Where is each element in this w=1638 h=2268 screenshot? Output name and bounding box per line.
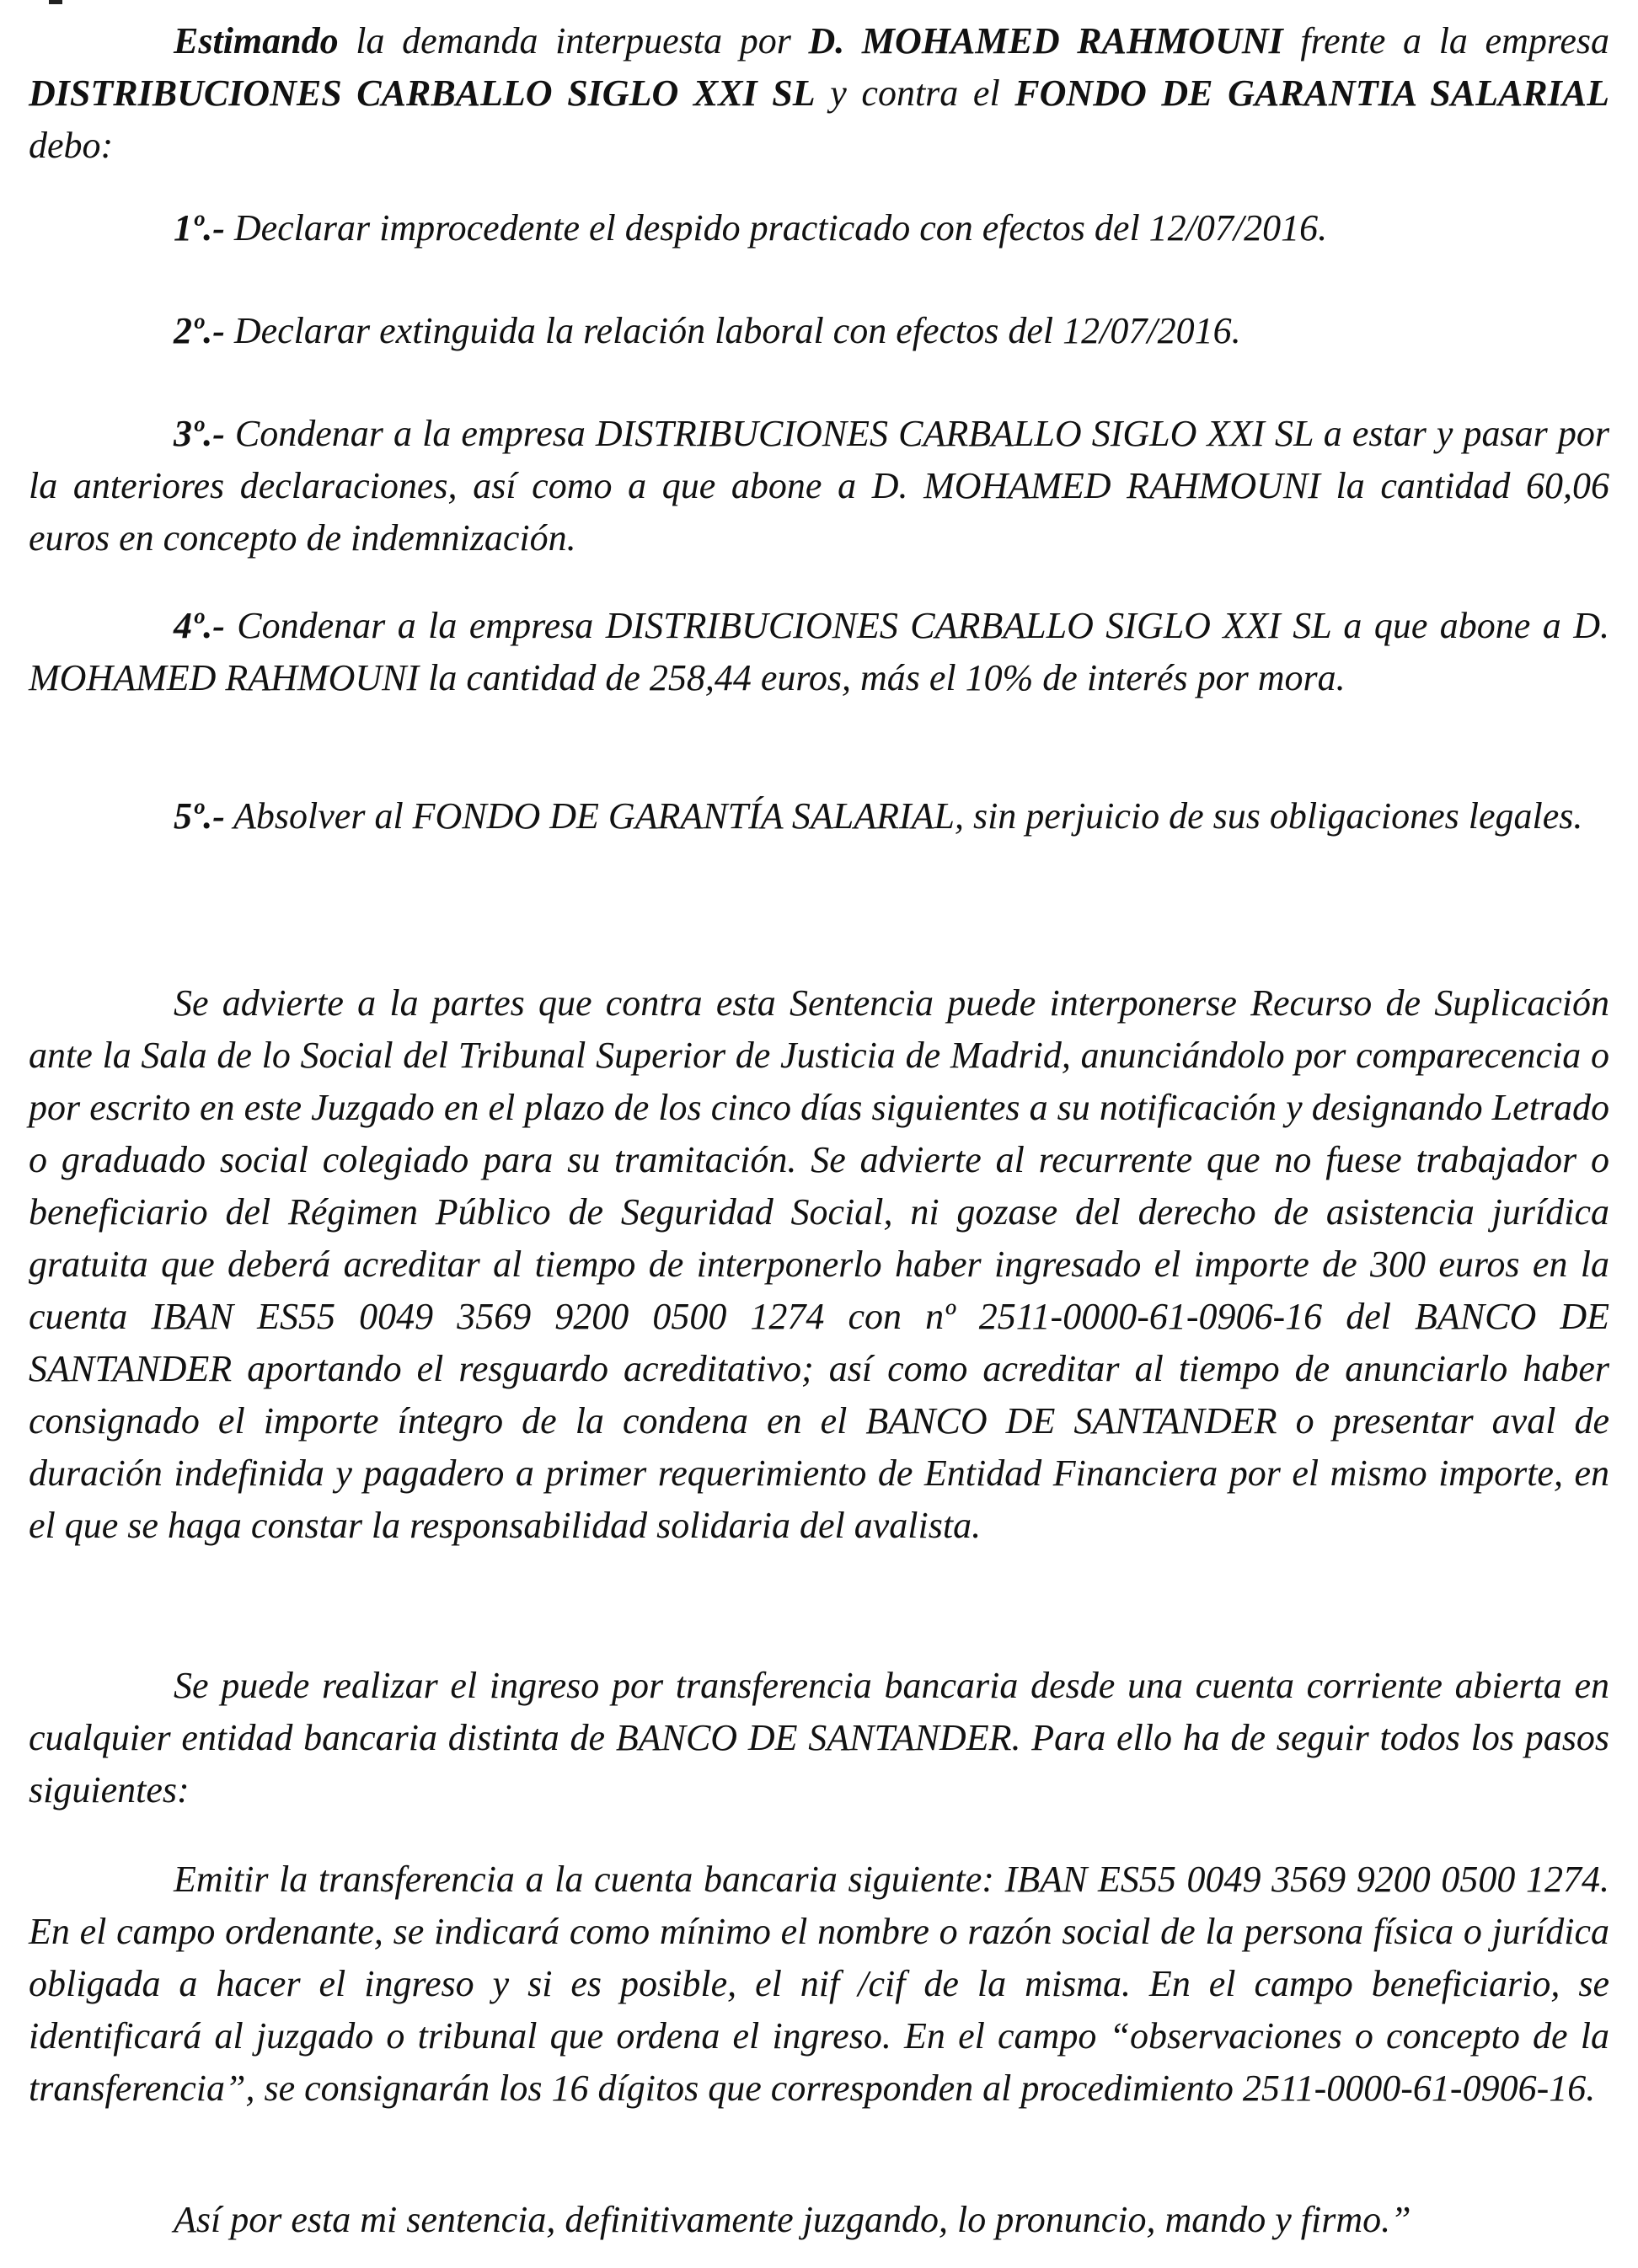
- ruling-item-3: [29, 408, 1609, 564]
- intro-paragraph: [29, 15, 1609, 172]
- scan-mark: [49, 0, 62, 4]
- appeal-notice-paragraph: Se advierte a la partes que contra esta Sentencia puede interponerse Recurso de Suplicación ante la Sala de lo Social del Tribunal Superior de Justicia de Madrid, anunciándolo por comparecencia o por escrito en este Juzgado en el plazo de los cinco días siguientes a su notificación y designando Letrado o graduado social colegiado para su tramitación. Se advierte al recurrente que no fuese trabajador o beneficiario del Régimen Público de Seguridad Social, ni gozase del derecho de asistencia jurídica gratuita que deberá acreditar al tiempo de interponerlo haber ingresado el importe de 300 euros en la cuenta IBAN ES55 0049 3569 9200 0500 1274 con nº 2511-0000-61-0906-16 del BANCO DE SANTANDER aportando el resguardo acreditativo; así como acreditar al tiempo de anunciarlo haber consignado el importe íntegro de la condena en el BANCO DE SANTANDER o presentar aval de duración indefinida y pagadero a primer requerimiento de Entidad Financiera por el mismo importe, en el que se haga constar la responsabilidad solidaria del avalista.: [29, 982, 1609, 1546]
- ruling-item-2: [29, 305, 1609, 357]
- item-number: 1º.-: [174, 207, 225, 249]
- item-text: Absolver al FONDO DE GARANTÍA SALARIAL, sin perjuicio de sus obligaciones legales.: [224, 795, 1583, 837]
- company-name: DISTRIBUCIONES CARBALLO SIGLO XXI SL: [29, 72, 816, 114]
- intro-estimando: Estimando: [174, 20, 339, 62]
- intro-text-4: debo:: [29, 125, 114, 166]
- item-number: 5º.-: [174, 795, 225, 837]
- intro-text-3: y contra el: [815, 72, 1015, 114]
- transfer-instructions-paragraph: Emitir la transferencia a la cuenta bancaria siguiente: IBAN ES55 0049 3569 9200 0500 1274. En el campo ordenante, se indicará como mínimo el nombre o razón social de la persona física o jurídica obligada a hacer el ingreso y si es posible, el nif /cif de la misma. En el campo beneficiario, se identificará al juzgado o tribunal que ordena el ingreso. En el campo “observaciones o concepto de la transferencia”, se consignarán los 16 dígitos que corresponden al procedimiento 2511-0000-61-0906-16.: [29, 1859, 1609, 2109]
- intro-text-2: frente a la empresa: [1282, 20, 1610, 62]
- item-number: 4º.-: [174, 605, 225, 646]
- item-text: Condenar a la empresa DISTRIBUCIONES CARBALLO SIGLO XXI SL a estar y pasar por la anteriores declaraciones, así como a que abone a D. MOHAMED RAHMOUNI la cantidad 60,06 euros en concepto de indemnización.: [29, 413, 1609, 559]
- plaintiff-name: D. MOHAMED RAHMOUNI: [808, 20, 1283, 62]
- bank-transfer-paragraph: Se puede realizar el ingreso por transferencia bancaria desde una cuenta corriente abierta en cualquier entidad bancaria distinta de BANCO DE SANTANDER. Para ello ha de seguir todos los pasos siguientes:: [29, 1665, 1609, 1811]
- item-text: Declarar improcedente el despido practicado con efectos del 12/07/2016.: [224, 207, 1328, 249]
- item-text: Condenar a la empresa DISTRIBUCIONES CARBALLO SIGLO XXI SL a que abone a D. MOHAMED RAHMOUNI la cantidad de 258,44 euros, más el 10% de interés por mora.: [29, 605, 1609, 698]
- fund-name: FONDO DE GARANTIA SALARIAL: [1014, 72, 1609, 114]
- item-number: 3º.-: [174, 413, 225, 454]
- closing-paragraph: Así por esta mi sentencia, definitivamente juzgando, lo pronuncio, mando y firmo.”: [174, 2199, 1411, 2240]
- ruling-item-5: [29, 790, 1609, 842]
- item-number: 2º.-: [174, 310, 225, 351]
- ruling-item-1: [29, 202, 1609, 254]
- item-text: Declarar extinguida la relación laboral con efectos del 12/07/2016.: [224, 310, 1241, 351]
- intro-text-1: la demanda interpuesta por: [338, 20, 809, 62]
- ruling-item-4: [29, 600, 1609, 704]
